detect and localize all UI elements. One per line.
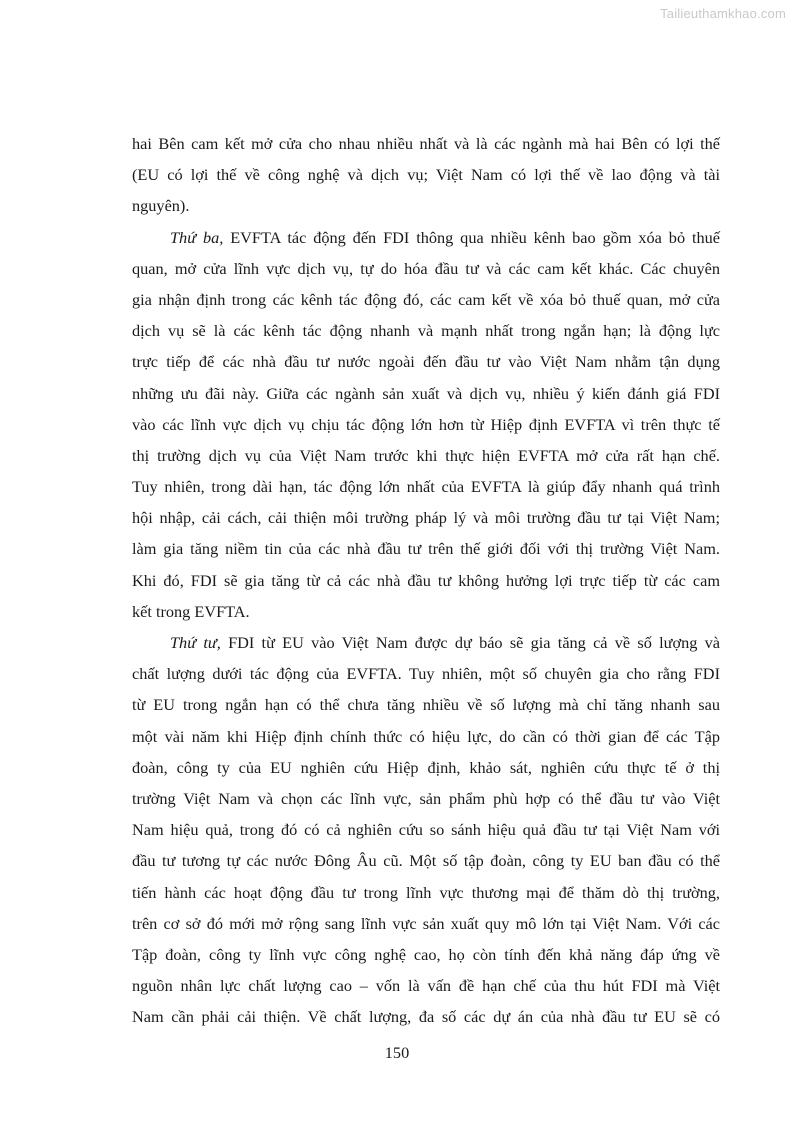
text-line: trường Việt Nam và chọn các lĩnh vực, sản phẩm phù hợp có thể đầu tư vào Việt <box>132 788 720 808</box>
text-line: chất lượng dưới tác động của EVFTA. Tuy nhiên, một số chuyên gia cho rằng FDI <box>132 664 720 684</box>
text-line: đầu tư tương tự các nước Đông Âu cũ. Một số tập đoàn, công ty EU ban đầu có thể <box>132 851 720 871</box>
text-line: Nam cần phải cải thiện. Về chất lượng, đa số các dự án của nhà đầu tư EU sẽ có <box>132 1007 720 1027</box>
body-text <box>132 128 720 1032</box>
text-line: hội nhập, cải cách, cải thiện môi trường pháp lý và môi trường đầu tư tại Việt Nam; <box>132 508 720 528</box>
text-line: làm gia tăng niềm tin của các nhà đầu tư trên thế giới đối với thị trường Việt Nam. <box>132 539 720 559</box>
text-line: một vài năm khi Hiệp định chính thức có hiệu lực, do cần có thời gian để các Tập <box>132 726 720 746</box>
text-line: nguyên). <box>132 196 190 216</box>
lead-in: Thứ tư, <box>170 633 221 652</box>
text-line: Khi đó, FDI sẽ gia tăng từ cả các nhà đầu tư không hưởng lợi trực tiếp từ các cam <box>132 570 720 590</box>
text-line: gia nhận định trong các kênh tác động đó, các cam kết về xóa bỏ thuế quan, mở cửa <box>132 289 720 309</box>
text-line: những ưu đãi này. Giữa các ngành sản xuất và dịch vụ, nhiều ý kiến đánh giá FDI <box>132 383 720 403</box>
text-line: kết trong EVFTA. <box>132 601 250 621</box>
text-line: Tuy nhiên, trong dài hạn, tác động lớn nhất của EVFTA là giúp đẩy nhanh quá trình <box>132 477 720 497</box>
text-line: nguồn nhân lực chất lượng cao – vốn là vấn đề hạn chế của thu hút FDI mà Việt <box>132 976 720 996</box>
text-line: thị trường dịch vụ của Việt Nam trước khi thực hiện EVFTA mở cửa rất hạn chế. <box>132 445 720 465</box>
page-number: 150 <box>384 1043 410 1062</box>
text-line: dịch vụ sẽ là các kênh tác động nhanh và mạnh nhất trong ngắn hạn; là động lực <box>132 321 720 341</box>
text-line: đoàn, công ty của EU nghiên cứu Hiệp định, khảo sát, nghiên cứu thực tế ở thị <box>132 757 720 777</box>
text-line: vào các lĩnh vực dịch vụ chịu tác động lớn hơn từ Hiệp định EVFTA vì trên thực tế <box>132 414 720 434</box>
text-line: Tập đoàn, công ty lĩnh vực công nghệ cao, họ còn tính đến khả năng đáp ứng về <box>132 944 720 964</box>
paragraph-start-thu-ba: Thứ ba, EVFTA tác động đến FDI thông qua nhiều kênh bao gồm xóa bỏ thuế <box>170 227 720 247</box>
paragraph-start-thu-tu: Thứ tư, FDI từ EU vào Việt Nam được dự báo sẽ gia tăng cả về số lượng và <box>170 633 720 652</box>
text-line: quan, mở cửa lĩnh vực dịch vụ, tự do hóa đầu tư và các cam kết khác. Các chuyên <box>132 258 720 278</box>
text-line: từ EU trong ngắn hạn có thể chưa tăng nhiều về số lượng mà chỉ tăng nhanh sau <box>132 695 720 715</box>
text-line: (EU có lợi thế về công nghệ và dịch vụ; Việt Nam có lợi thế về lao động và tài <box>132 165 720 185</box>
watermark: Tailieuthamkhao.com <box>660 6 786 21</box>
text-line: trực tiếp để các nhà đầu tư nước ngoài đến đầu tư vào Việt Nam nhằm tận dụng <box>132 352 720 372</box>
text-line: tiến hành các hoạt động đầu tư trong lĩnh vực thương mại để thăm dò thị trường, <box>132 882 720 902</box>
lead-in: Thứ ba, <box>170 227 224 247</box>
text-line: trên cơ sở đó mới mở rộng sang lĩnh vực sản xuất quy mô lớn tại Việt Nam. Với các <box>132 913 720 933</box>
text-line: hai Bên cam kết mở cửa cho nhau nhiều nhất và là các ngành mà hai Bên có lợi thế <box>132 134 720 153</box>
text-line: Nam hiệu quả, trong đó có cả nghiên cứu so sánh hiệu quả đầu tư tại Việt Nam với <box>132 820 720 840</box>
